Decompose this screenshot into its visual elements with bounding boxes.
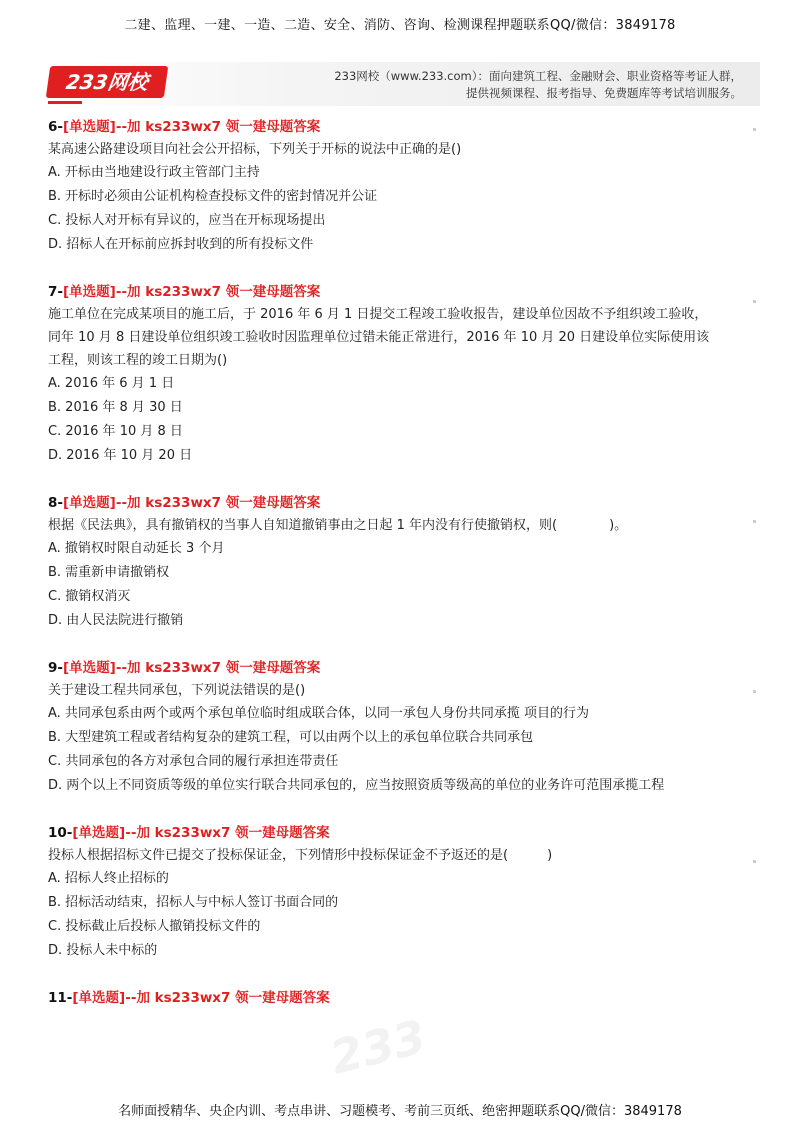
question-heading <box>48 492 760 514</box>
question-stem-line: 工程，则该工程的竣工日期为() <box>48 353 228 368</box>
brand-logo: 233网校 <box>46 66 168 98</box>
question-heading <box>48 987 760 1009</box>
option-d: D. 2016 年 10 月 20 日 <box>48 448 193 463</box>
question-9 <box>48 657 760 798</box>
option-c: C. 投标截止后投标人撤销投标文件的 <box>48 919 261 934</box>
question-type: [单选题] <box>63 660 116 676</box>
margin-mark <box>753 860 756 863</box>
question-type: [单选题] <box>63 284 116 300</box>
question-type: [单选题] <box>63 495 116 511</box>
option-a: A. 撤销权时限自动延长 3 个月 <box>48 541 225 556</box>
promo-text: --加 ks233wx7 领一建母题答案 <box>125 990 330 1006</box>
option-a: A. 2016 年 6 月 1 日 <box>48 376 175 391</box>
footer-text: 名师面授精华、央企内训、考点串讲、习题模考、考前三页纸、绝密押题联系QQ/微信：3849178 <box>118 1104 682 1119</box>
option-b: B. 招标活动结束，招标人与中标人签订书面合同的 <box>48 895 339 910</box>
option-a: A. 开标由当地建设行政主管部门主持 <box>48 165 260 180</box>
question-heading <box>48 281 760 303</box>
question-10 <box>48 822 760 963</box>
margin-mark <box>753 690 756 693</box>
option-c: C. 投标人对开标有异议的，应当在开标现场提出 <box>48 213 326 228</box>
promo-text: --加 ks233wx7 领一建母题答案 <box>115 284 321 300</box>
question-number: 8- <box>48 495 63 511</box>
question-stem: 某高速公路建设项目向社会公开招标，下列关于开标的说法中正确的是() <box>48 142 462 157</box>
option-b: B. 开标时必须由公证机构检查投标文件的密封情况并公证 <box>48 189 378 204</box>
question-heading <box>48 822 760 844</box>
question-11 <box>48 987 760 1009</box>
question-number: 7- <box>48 284 63 300</box>
option-c: C. 共同承包的各方对承包合同的履行承担连带责任 <box>48 754 339 769</box>
option-a: A. 共同承包系由两个或两个承包单位临时组成联合体，以同一承包人身份共同承揽 项目的行为 <box>48 706 590 721</box>
option-c: C. 2016 年 10 月 8 日 <box>48 424 183 439</box>
logo-underline <box>48 101 82 104</box>
promo-text: --加 ks233wx7 领一建母题答案 <box>125 825 330 841</box>
margin-mark <box>753 520 756 523</box>
option-b: B. 大型建筑工程或者结构复杂的建筑工程，可以由两个以上的承包单位联合共同承包 <box>48 730 534 745</box>
question-heading <box>48 116 760 138</box>
header-description <box>334 68 742 102</box>
option-b: B. 需重新申请撤销权 <box>48 565 170 580</box>
option-d: D. 投标人未中标的 <box>48 943 158 958</box>
question-number: 11- <box>48 990 73 1006</box>
margin-mark <box>753 128 756 131</box>
question-7 <box>48 281 760 468</box>
question-number: 10- <box>48 825 73 841</box>
option-d: D. 招标人在开标前应拆封收到的所有投标文件 <box>48 237 314 252</box>
option-a: A. 招标人终止招标的 <box>48 871 169 886</box>
question-stem-line: 施工单位在完成某项目的施工后，于 2016 年 6 月 1 日提交工程竣工验收报告，建设单位因故不予组织竣工验收， <box>48 307 708 322</box>
top-banner: 二建、监理、一建、一造、二造、安全、消防、咨询、检测课程押题联系QQ/微信：3849178 <box>124 18 676 33</box>
question-stem: 关于建设工程共同承包，下列说法错误的是() <box>48 683 306 698</box>
question-number: 6- <box>48 119 63 135</box>
watermark-logo: 233 <box>324 1009 432 1085</box>
question-type: [单选题] <box>72 990 126 1006</box>
option-c: C. 撤销权消灭 <box>48 589 131 604</box>
question-type: [单选题] <box>72 825 126 841</box>
promo-text: --加 ks233wx7 领一建母题答案 <box>115 119 321 135</box>
header-desc-line1: 233网校（www.233.com）：面向建筑工程、金融财会、职业资格等考证人群， <box>334 69 742 83</box>
option-b: B. 2016 年 8 月 30 日 <box>48 400 183 415</box>
question-stem: 根据《民法典》，具有撤销权的当事人自知道撤销事由之日起 1 年内没有行使撤销权，则( )。 <box>48 518 628 533</box>
promo-text: --加 ks233wx7 领一建母题答案 <box>115 660 321 676</box>
question-number: 9- <box>48 660 63 676</box>
option-d: D. 两个以上不同资质等级的单位实行联合共同承包的，应当按照资质等级高的单位的业务许可范围承揽工程 <box>48 778 665 793</box>
question-8 <box>48 492 760 633</box>
option-d: D. 由人民法院进行撤销 <box>48 613 184 628</box>
header-desc-line2: 提供视频课程、报考指导、免费题库等考试培训服务。 <box>466 86 742 100</box>
promo-text: --加 ks233wx7 领一建母题答案 <box>115 495 321 511</box>
question-stem: 投标人根据招标文件已提交了投标保证金，下列情形中投标保证金不予返还的是( ) <box>48 848 553 863</box>
question-stem-line: 同年 10 月 8 日建设单位组织竣工验收时因监理单位过错未能正常进行，2016 年 10 月 20 日建设单位实际使用该 <box>48 330 710 345</box>
margin-mark <box>753 300 756 303</box>
question-list <box>48 116 760 1033</box>
question-type: [单选题] <box>63 119 116 135</box>
question-heading <box>48 657 760 679</box>
question-6 <box>48 116 760 257</box>
